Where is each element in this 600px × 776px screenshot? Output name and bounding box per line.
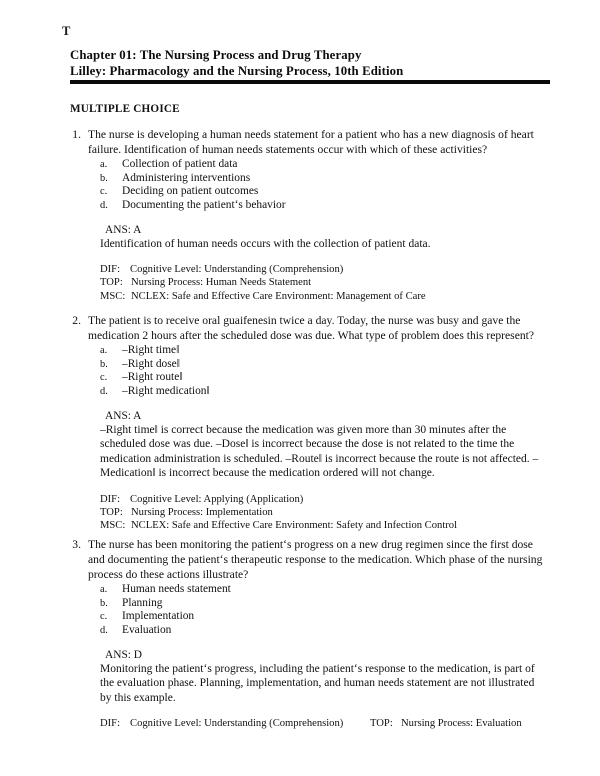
header-chapter-title: Chapter 01: The Nursing Process and Drug Therapy bbox=[70, 48, 362, 62]
answer-option[interactable] bbox=[100, 172, 600, 186]
option-text: ‒Right medication‖ bbox=[122, 384, 210, 397]
option-letter: c. bbox=[100, 611, 108, 623]
question-number: 1. bbox=[72, 128, 81, 141]
answer-option[interactable] bbox=[100, 624, 600, 638]
metadata-label-dif: DIF: bbox=[100, 493, 121, 505]
section-heading-multiple-choice: MULTIPLE CHOICE bbox=[70, 103, 180, 115]
stray-character: T bbox=[62, 24, 71, 38]
option-letter: b. bbox=[100, 358, 108, 370]
answer-option[interactable] bbox=[100, 610, 600, 624]
metadata-row-top bbox=[100, 506, 600, 519]
metadata-value-top: Nursing Process: Evaluation bbox=[401, 718, 522, 730]
question-number: 3. bbox=[72, 538, 81, 551]
metadata-label-top: TOP: bbox=[100, 507, 123, 519]
question-stem bbox=[72, 537, 545, 582]
option-letter: a. bbox=[100, 584, 108, 596]
metadata-label-dif: DIF: bbox=[100, 718, 121, 730]
metadata-value-dif: Cognitive Level: Understanding (Comprehension) bbox=[130, 718, 344, 730]
question-block bbox=[0, 313, 600, 533]
metadata-label-top: TOP: bbox=[370, 718, 393, 730]
question-stem bbox=[72, 127, 545, 157]
answer-option[interactable] bbox=[100, 385, 600, 399]
metadata-row-msc bbox=[100, 290, 600, 303]
answer-rationale: Monitoring the patient‘s progress, including the patient‘s response to the medication, is part of the evaluation phase. Planning, implementation, and human needs statement are not illustrated by this example. bbox=[100, 662, 535, 704]
option-text: Implementation bbox=[122, 610, 195, 623]
option-letter: b. bbox=[100, 597, 108, 609]
metadata-label-msc: MSC: bbox=[100, 290, 126, 302]
metadata-value-top: Nursing Process: Human Needs Statement bbox=[131, 277, 312, 289]
header-divider-rule bbox=[70, 80, 550, 84]
answer-option[interactable] bbox=[100, 358, 600, 372]
question-metadata bbox=[100, 263, 600, 303]
metadata-value-dif: Cognitive Level: Applying (Application) bbox=[130, 493, 304, 505]
option-text: Planning bbox=[122, 596, 163, 609]
question-number: 2. bbox=[72, 314, 81, 327]
question-block bbox=[0, 537, 600, 731]
question-block bbox=[0, 127, 600, 303]
option-letter: c. bbox=[100, 372, 108, 384]
option-letter: b. bbox=[100, 172, 108, 184]
option-letter: c. bbox=[100, 186, 108, 198]
answer-options-list bbox=[100, 158, 600, 212]
answer-option[interactable] bbox=[100, 185, 600, 199]
option-letter: a. bbox=[100, 345, 108, 357]
question-text: The nurse is developing a human needs statement for a patient who has a new diagnosis of heart failure. Identification of human needs statements occur with which of these activities? bbox=[88, 128, 534, 157]
option-text: Documenting the patient‘s behavior bbox=[122, 198, 286, 211]
option-text: Evaluation bbox=[122, 624, 172, 637]
question-text: The nurse has been monitoring the patient‘s progress on a new drug regimen since the first dose and documenting the patient‘s therapeutic response to the medication. Which phase of the nursing process do these actions illustrate? bbox=[88, 538, 543, 582]
document-header bbox=[70, 48, 550, 79]
option-letter: d. bbox=[100, 625, 108, 637]
option-text: Collection of patient data bbox=[122, 158, 238, 171]
metadata-second-column bbox=[370, 717, 522, 730]
metadata-row-top bbox=[100, 276, 600, 289]
metadata-value-msc: NCLEX: Safe and Effective Care Environment: Safety and Infection Control bbox=[131, 520, 458, 532]
answer-option[interactable] bbox=[100, 583, 600, 597]
option-text: ‒Right time‖ bbox=[122, 344, 180, 357]
header-book-title: Lilley: Pharmacology and the Nursing Process, 10th Edition bbox=[70, 63, 404, 78]
answer-option[interactable] bbox=[100, 371, 600, 385]
answer-options-list bbox=[100, 344, 600, 398]
option-text: Administering interventions bbox=[122, 171, 251, 184]
question-text: The patient is to receive oral guaifenesin twice a day. Today, the nurse was busy and gave the medication 2 hours after the scheduled dose was due. What type of problem does this represent? bbox=[88, 314, 535, 343]
option-letter: d. bbox=[100, 199, 108, 211]
option-text: Human needs statement bbox=[122, 583, 231, 596]
metadata-label-msc: MSC: bbox=[100, 520, 126, 532]
question-stem bbox=[72, 313, 545, 343]
question-metadata bbox=[100, 493, 600, 533]
metadata-row-msc bbox=[100, 519, 600, 532]
answer-key: ANS: A bbox=[105, 223, 142, 236]
answer-option[interactable] bbox=[100, 158, 600, 172]
answer-option[interactable] bbox=[100, 597, 600, 611]
answer-option[interactable] bbox=[100, 199, 600, 213]
answer-key: ANS: D bbox=[105, 648, 143, 661]
answer-rationale: ‒Right time‖ is correct because the medication was given more than 30 minutes after the scheduled dose was due. ‒Dose‖ is incorrect because the dose is not related to the time the medication administration is scheduled. ‒Route‖ is incorrect because the route is not affected. ‒Medication‖ is incorrect because the medication ordered will not change. bbox=[100, 423, 539, 480]
answer-option[interactable] bbox=[100, 344, 600, 358]
metadata-value-dif: Cognitive Level: Understanding (Comprehension) bbox=[130, 264, 344, 276]
option-text: ‒Right route‖ bbox=[122, 371, 183, 384]
option-text: Deciding on patient outcomes bbox=[122, 185, 259, 198]
answer-options-list bbox=[100, 583, 600, 637]
question-metadata bbox=[100, 717, 600, 730]
metadata-row-dif-top bbox=[100, 717, 600, 730]
metadata-value-msc: NCLEX: Safe and Effective Care Environment: Management of Care bbox=[131, 290, 426, 302]
option-letter: a. bbox=[100, 159, 108, 171]
option-letter: d. bbox=[100, 385, 108, 397]
option-text: ‒Right dose‖ bbox=[122, 357, 180, 370]
metadata-row-dif bbox=[100, 493, 600, 506]
metadata-value-top: Nursing Process: Implementation bbox=[131, 507, 273, 519]
metadata-label-dif: DIF: bbox=[100, 264, 121, 276]
answer-key: ANS: A bbox=[105, 409, 142, 422]
metadata-label-top: TOP: bbox=[100, 277, 123, 289]
answer-rationale: Identification of human needs occurs with the collection of patient data. bbox=[100, 237, 431, 250]
metadata-row-dif bbox=[100, 263, 600, 276]
